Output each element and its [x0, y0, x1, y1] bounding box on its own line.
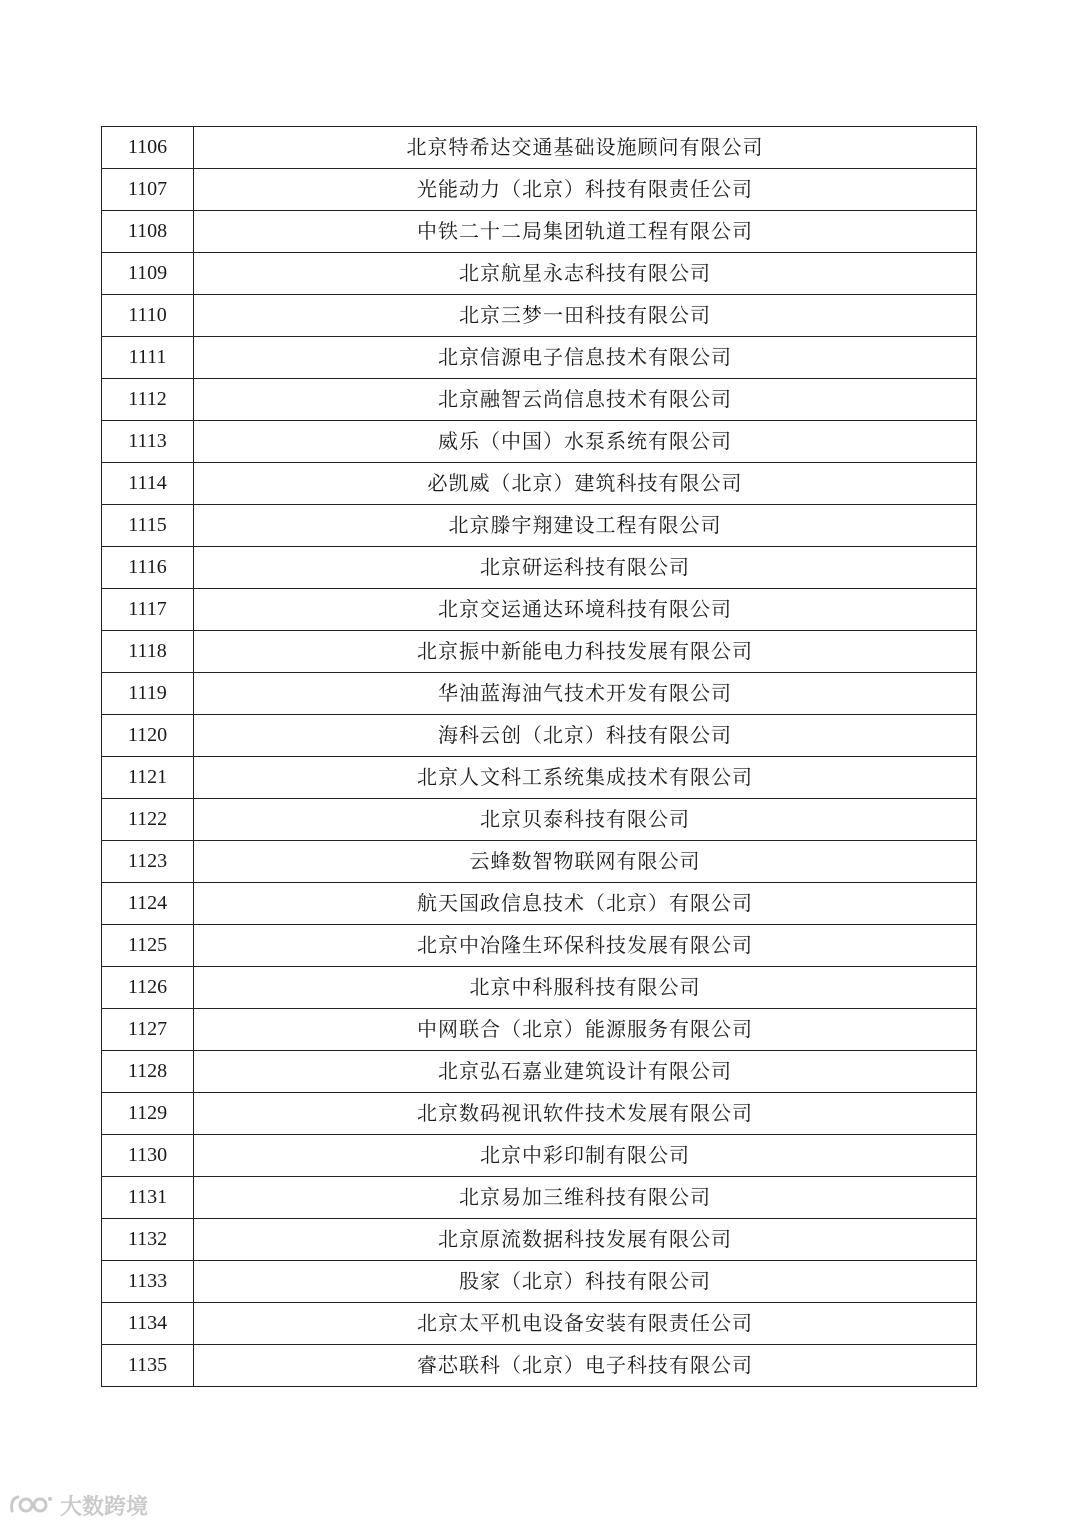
row-number-cell: 1109 — [102, 253, 194, 295]
table-row — [102, 547, 977, 589]
table-row — [102, 589, 977, 631]
row-number-cell: 1117 — [102, 589, 194, 631]
table-row — [102, 631, 977, 673]
table-row — [102, 253, 977, 295]
company-name-cell: 北京特希达交通基础设施顾问有限公司 — [194, 127, 977, 169]
table-row — [102, 841, 977, 883]
company-list-table — [101, 126, 977, 1387]
company-name-cell: 北京交运通达环境科技有限公司 — [194, 589, 977, 631]
company-name-cell: 北京中彩印制有限公司 — [194, 1135, 977, 1177]
table-row — [102, 883, 977, 925]
row-number-cell: 1133 — [102, 1261, 194, 1303]
row-number-cell: 1107 — [102, 169, 194, 211]
row-number-cell: 1111 — [102, 337, 194, 379]
table-row — [102, 925, 977, 967]
company-name-cell: 北京太平机电设备安装有限责任公司 — [194, 1303, 977, 1345]
table-row — [102, 337, 977, 379]
company-name-cell: 北京中冶隆生环保科技发展有限公司 — [194, 925, 977, 967]
table-row — [102, 1345, 977, 1387]
table-row — [102, 211, 977, 253]
table-row — [102, 1135, 977, 1177]
table-row — [102, 967, 977, 1009]
watermark-logo-icon — [8, 1491, 54, 1519]
table-row — [102, 715, 977, 757]
row-number-cell: 1130 — [102, 1135, 194, 1177]
row-number-cell: 1127 — [102, 1009, 194, 1051]
table-row — [102, 1177, 977, 1219]
table-row — [102, 505, 977, 547]
table-row — [102, 295, 977, 337]
company-name-cell: 华油蓝海油气技术开发有限公司 — [194, 673, 977, 715]
table-row — [102, 1093, 977, 1135]
row-number-cell: 1113 — [102, 421, 194, 463]
company-name-cell: 北京贝泰科技有限公司 — [194, 799, 977, 841]
row-number-cell: 1126 — [102, 967, 194, 1009]
table-row — [102, 673, 977, 715]
company-name-cell: 股家（北京）科技有限公司 — [194, 1261, 977, 1303]
row-number-cell: 1125 — [102, 925, 194, 967]
company-name-cell: 北京三梦一田科技有限公司 — [194, 295, 977, 337]
row-number-cell: 1129 — [102, 1093, 194, 1135]
row-number-cell: 1118 — [102, 631, 194, 673]
row-number-cell: 1106 — [102, 127, 194, 169]
table-row — [102, 379, 977, 421]
table-row — [102, 1261, 977, 1303]
row-number-cell: 1123 — [102, 841, 194, 883]
table-row — [102, 757, 977, 799]
row-number-cell: 1122 — [102, 799, 194, 841]
row-number-cell: 1135 — [102, 1345, 194, 1387]
company-name-cell: 北京中科服科技有限公司 — [194, 967, 977, 1009]
company-name-cell: 北京原流数据科技发展有限公司 — [194, 1219, 977, 1261]
company-name-cell: 云蜂数智物联网有限公司 — [194, 841, 977, 883]
company-name-cell: 中网联合（北京）能源服务有限公司 — [194, 1009, 977, 1051]
watermark-text: 大数跨境 — [60, 1494, 149, 1520]
company-name-cell: 北京数码视讯软件技术发展有限公司 — [194, 1093, 977, 1135]
watermark — [8, 1488, 148, 1522]
row-number-cell: 1115 — [102, 505, 194, 547]
row-number-cell: 1116 — [102, 547, 194, 589]
table-row — [102, 463, 977, 505]
company-name-cell: 北京人文科工系统集成技术有限公司 — [194, 757, 977, 799]
company-name-cell: 北京易加三维科技有限公司 — [194, 1177, 977, 1219]
row-number-cell: 1131 — [102, 1177, 194, 1219]
company-name-cell: 睿芯联科（北京）电子科技有限公司 — [194, 1345, 977, 1387]
company-name-cell: 中铁二十二局集团轨道工程有限公司 — [194, 211, 977, 253]
company-name-cell: 威乐（中国）水泵系统有限公司 — [194, 421, 977, 463]
row-number-cell: 1114 — [102, 463, 194, 505]
row-number-cell: 1121 — [102, 757, 194, 799]
company-name-cell: 必凯威（北京）建筑科技有限公司 — [194, 463, 977, 505]
row-number-cell: 1134 — [102, 1303, 194, 1345]
table-row — [102, 1219, 977, 1261]
row-number-cell: 1128 — [102, 1051, 194, 1093]
company-name-cell: 北京振中新能电力科技发展有限公司 — [194, 631, 977, 673]
company-name-cell: 北京滕宇翔建设工程有限公司 — [194, 505, 977, 547]
row-number-cell: 1112 — [102, 379, 194, 421]
company-name-cell: 光能动力（北京）科技有限责任公司 — [194, 169, 977, 211]
company-name-cell: 北京航星永志科技有限公司 — [194, 253, 977, 295]
row-number-cell: 1108 — [102, 211, 194, 253]
table-row — [102, 127, 977, 169]
row-number-cell: 1132 — [102, 1219, 194, 1261]
company-name-cell: 北京信源电子信息技术有限公司 — [194, 337, 977, 379]
company-name-cell: 北京研运科技有限公司 — [194, 547, 977, 589]
table-row — [102, 1009, 977, 1051]
company-name-cell: 航天国政信息技术（北京）有限公司 — [194, 883, 977, 925]
row-number-cell: 1119 — [102, 673, 194, 715]
row-number-cell: 1124 — [102, 883, 194, 925]
row-number-cell: 1110 — [102, 295, 194, 337]
table-row — [102, 799, 977, 841]
table-row — [102, 421, 977, 463]
company-name-cell: 海科云创（北京）科技有限公司 — [194, 715, 977, 757]
table-row — [102, 169, 977, 211]
row-number-cell: 1120 — [102, 715, 194, 757]
company-list-body — [102, 127, 977, 1387]
company-name-cell: 北京融智云尚信息技术有限公司 — [194, 379, 977, 421]
table-row — [102, 1303, 977, 1345]
table-row — [102, 1051, 977, 1093]
company-name-cell: 北京弘石嘉业建筑设计有限公司 — [194, 1051, 977, 1093]
